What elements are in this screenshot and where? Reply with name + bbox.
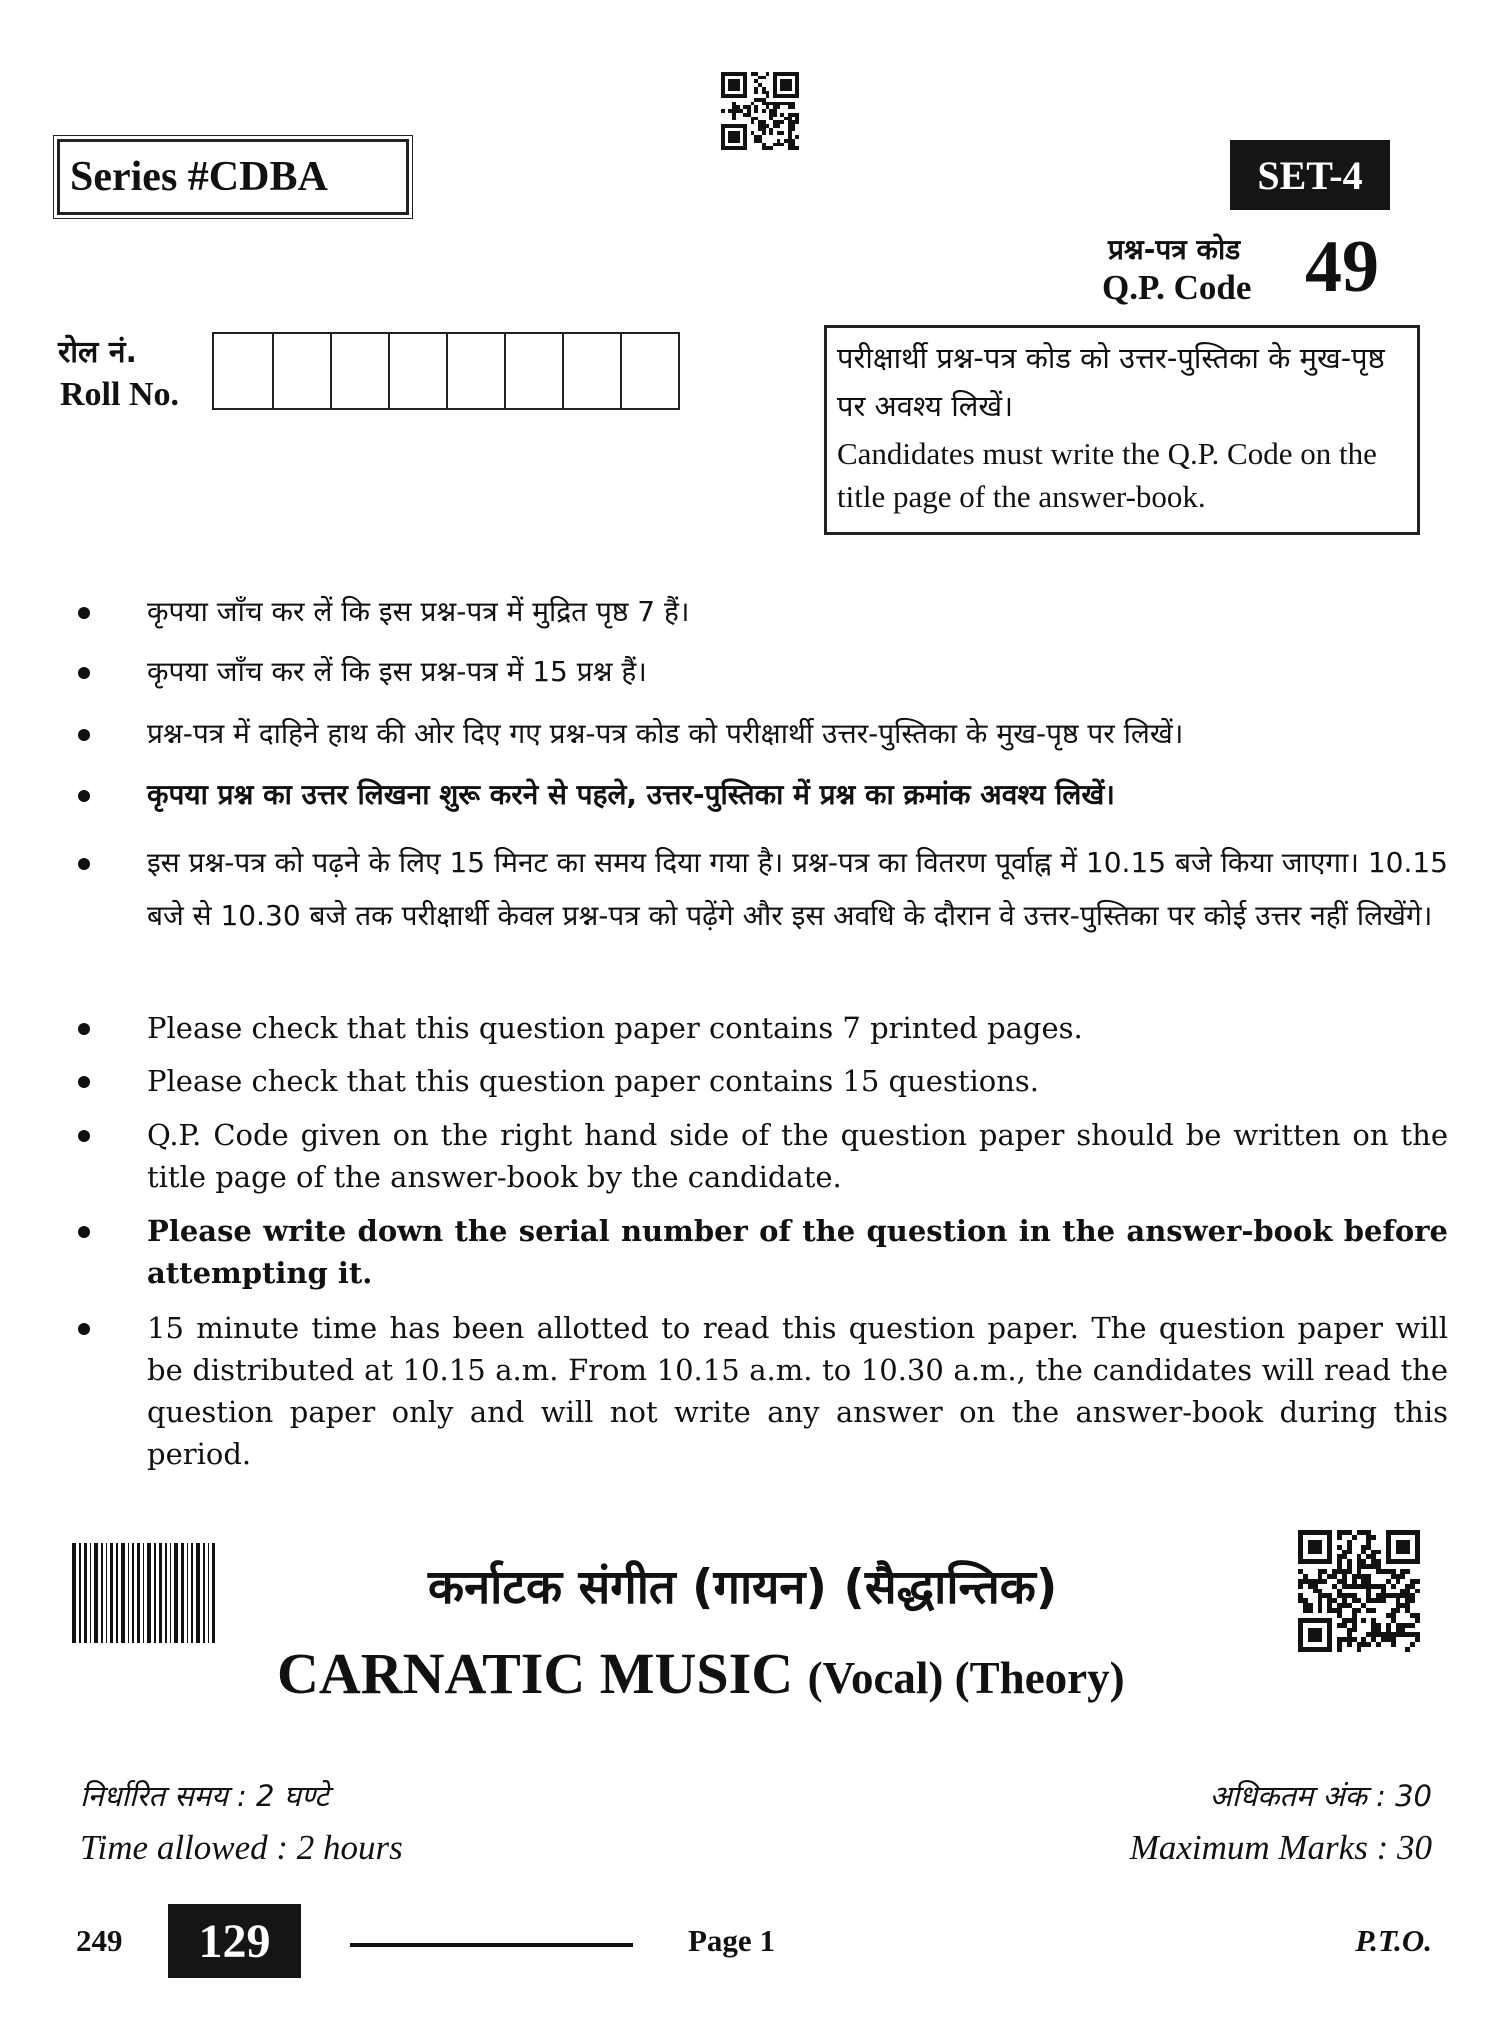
list-item: Q.P. Code given on the right hand side of the question paper should be written on the title page of the answer-book by the candidate. (70, 1114, 1448, 1198)
bullet-icon (78, 1076, 90, 1088)
list-item: Please check that this question paper contains 15 questions. (70, 1060, 1448, 1102)
bullet-icon (78, 1323, 90, 1335)
set-badge: SET-4 (1230, 140, 1390, 210)
time-allowed: Time allowed : 2 hours (80, 1828, 403, 1867)
subject-title-main: CARNATIC MUSIC (277, 1641, 794, 1706)
page-number: Page 1 (688, 1923, 775, 1958)
list-item: प्रश्न-पत्र में दाहिने हाथ की ओर दिए गए प्रश्न-पत्र कोड को परीक्षार्थी उत्तर-पुस्तिका के मुख-पृष्ठ पर लिखें। (70, 707, 1448, 760)
list-item: 15 minute time has been allotted to read this question paper. The question paper will be distributed at 10.15 a.m. From 10.15 a.m. to 10.30 a.m., the candidates will read the question paper only and will not write any answer on the answer-book during this period. (70, 1307, 1448, 1475)
qp-code-label-hindi: प्रश्न-पत्र कोड (1108, 233, 1241, 266)
roll-label-hindi: रोल नं. (58, 335, 137, 370)
qp-code-label: Q.P. Code (1102, 268, 1252, 307)
bullet-icon (78, 790, 90, 802)
list-item: इस प्रश्न-पत्र को पढ़ने के लिए 15 मिनट का समय दिया गया है। प्रश्न-पत्र का वितरण पूर्वाह्न में 10.15 बजे किया जाएगा। 10.15 बजे से 10.30 बजे तक परीक्षार्थी केवल प्रश्न-पत्र को पढ़ेंगे और इस अवधि के दौरान वे उत्तर-पुस्तिका पर कोई उत्तर नहीं लिखेंगे। (70, 836, 1448, 942)
time-allowed-hindi: निर्धारित समय : 2 घण्टे (80, 1779, 329, 1813)
bullet-icon (78, 1023, 90, 1035)
list-item: Please write down the serial number of the question in the answer-book before attempting it. (70, 1210, 1448, 1294)
roll-label: Roll No. (60, 376, 179, 413)
footer-code: 249 (76, 1923, 123, 1958)
pto-label: P.T.O. (1355, 1923, 1432, 1958)
barcode-icon (72, 1543, 282, 1643)
subject-title (277, 1640, 1125, 1707)
bullet-icon (78, 1226, 90, 1238)
list-item: कृपया प्रश्न का उत्तर लिखना शुरू करने से पहले, उत्तर-पुस्तिका में प्रश्न का क्रमांक अवश्य लिखें। (70, 768, 1448, 821)
bullet-icon (78, 858, 90, 870)
footer-divider (350, 1943, 633, 1947)
list-item: कृपया जाँच कर लें कि इस प्रश्न-पत्र में मुद्रित पृष्ठ 7 हैं। (70, 585, 1448, 638)
instructions-list (70, 0, 1448, 1480)
subject-title-hindi: कर्नाटक संगीत (गायन) (सैद्धान्तिक) (428, 1560, 1058, 1615)
list-item: Please check that this question paper contains 7 printed pages. (70, 1007, 1448, 1049)
bullet-icon (78, 1130, 90, 1142)
subject-title-sub: (Vocal) (Theory) (807, 1653, 1125, 1703)
notice-hindi: परीक्षार्थी प्रश्न-पत्र कोड को उत्तर-पुस्तिका के मुख-पृष्ठ पर अवश्य लिखें। (837, 341, 1385, 423)
list-item: कृपया जाँच कर लें कि इस प्रश्न-पत्र में 15 प्रश्न हैं। (70, 645, 1448, 698)
bullet-icon (78, 607, 90, 619)
bullet-icon (78, 729, 90, 741)
bullet-icon (78, 667, 90, 679)
footer-badge: 129 (168, 1904, 301, 1978)
maximum-marks-hindi: अधिकतम अंक : 30 (1209, 1779, 1432, 1813)
maximum-marks: Maximum Marks : 30 (1129, 1828, 1432, 1867)
qp-code-value: 49 (1305, 226, 1379, 308)
qr-code-icon (1298, 1530, 1420, 1652)
notice-english: Candidates must write the Q.P. Code on the title page of the answer-book. (837, 436, 1377, 514)
series-label: Series #CDBA (57, 139, 409, 215)
